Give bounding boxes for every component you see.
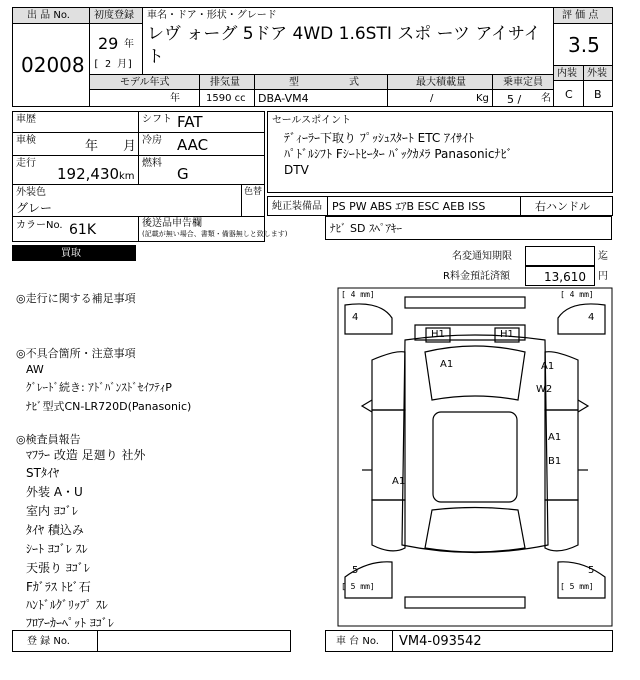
exterior-grade: B xyxy=(594,88,602,101)
registration-number-label: 登 録 No. xyxy=(27,636,70,647)
grade-score: 3.5 xyxy=(568,33,600,57)
lot-number-label: 出 品 No. xyxy=(27,10,70,21)
rear-bumper-shape xyxy=(405,597,525,608)
chassis-number: VM4-093542 xyxy=(399,634,482,649)
equipment-list: PS PW ABS ｴｱB ESC AEB ISS xyxy=(332,200,486,213)
aftermarket-items: ﾅﾋﾞ SD ｽﾍﾟｱｷｰ xyxy=(330,222,402,235)
name-change-deadline-label: 名変通知期限 xyxy=(452,251,512,262)
tire-rear-left: [ 5 mm] xyxy=(341,582,375,591)
inspector-line-9: ﾊﾝﾄﾞﾙｸﾞﾘｯﾌﾟ ｽﾚ xyxy=(26,598,108,612)
ac-value: AAC xyxy=(177,136,209,154)
capacity-label: 乗車定員 xyxy=(503,77,543,88)
rear-right-wheel-shape xyxy=(558,562,605,598)
model-code-label-b: 式 xyxy=(349,77,359,88)
inspector-line-6: ｼｰﾄ ﾖｺﾞﾚ ｽﾚ xyxy=(26,542,88,556)
displacement-label: 排気量 xyxy=(210,77,240,88)
exterior-color-label: 外装色 xyxy=(16,187,46,198)
registration-year: 29 xyxy=(98,34,119,53)
inspector-line-7: 天張り ﾖｺﾞﾚ xyxy=(26,561,90,575)
mark-w2: W2 xyxy=(536,384,553,395)
mark-a1-right-door: A1 xyxy=(548,432,562,443)
tire-left-mid: 4 xyxy=(352,312,359,323)
inspection-label: 車検 xyxy=(16,135,36,146)
defect-line-2: ｸﾞﾚｰﾄﾞ続き: ｱﾄﾞﾊﾞﾝｽﾄﾞｾｲﾌﾃｨP xyxy=(26,381,172,394)
inspector-line-2: STﾀｲﾔ xyxy=(26,466,59,480)
model-year-unit: 年 xyxy=(170,93,180,104)
vehicle-title-continued: ト xyxy=(147,47,164,67)
color-change-label: 色替 xyxy=(244,187,263,197)
interior-grade: C xyxy=(565,88,573,101)
mark-h1-left: H1 xyxy=(431,329,445,340)
body-outline xyxy=(402,335,548,553)
model-code-label-a: 型 xyxy=(289,77,299,88)
handle-side: 右ハンドル xyxy=(535,200,590,213)
tire-rear-right: [ 5 mm] xyxy=(560,582,594,591)
buy-label: 買取 xyxy=(61,248,81,259)
chassis-number-label: 車 台 No. xyxy=(336,636,379,647)
driving-notes-heading: ◎走行に関する補足事項 xyxy=(16,292,136,305)
recycle-fee-label: R料金預託済額 xyxy=(443,271,510,282)
lot-number: 02008 xyxy=(21,53,85,77)
inspector-heading: ◎検査員報告 xyxy=(16,433,81,446)
mark-a1-top-left: A1 xyxy=(440,359,454,370)
defect-line-1: AW xyxy=(26,363,44,376)
tire-front-right: [ 4 mm] xyxy=(560,290,594,299)
model-year-label: モデル年式 xyxy=(120,77,170,88)
inspector-line-5: ﾀｲﾔ 積込み xyxy=(26,523,84,537)
front-bumper-shape xyxy=(405,297,525,308)
roof-shape xyxy=(433,412,517,502)
windshield-shape xyxy=(425,346,525,400)
sales-point-line-3: DTV xyxy=(284,163,309,177)
rear-window-shape xyxy=(425,508,525,553)
mark-a1-top-right: A1 xyxy=(541,361,555,372)
left-front-fender-shape xyxy=(372,352,405,410)
max-load-label: 最大積載量 xyxy=(416,77,466,88)
registration-year-unit: 年 xyxy=(124,39,134,50)
shift-value: FAT xyxy=(177,113,203,131)
first-registration-label: 初度登録 xyxy=(94,10,134,21)
vehicle-title-label: 車名・ドア・形状・グレード xyxy=(147,10,277,21)
color-code-label: カラーNo. xyxy=(16,220,63,231)
mileage-unit: km xyxy=(119,171,135,182)
grade-label: 評 価 点 xyxy=(562,10,599,21)
mark-b1: B1 xyxy=(548,456,562,467)
mileage-label: 走行 xyxy=(16,158,36,169)
vehicle-title: レヴ ォーグ 5ドア 4WD 1.6STI スポ ーツ アイサイ xyxy=(147,24,541,44)
displacement: 1590 cc xyxy=(206,93,246,104)
sales-point-line-2: ﾊﾟﾄﾞﾙｼﾌﾄ Fｼｰﾄﾋｰﾀｰ ﾊﾞｯｸｶﾒﾗ Panasonicﾅﾋﾞ xyxy=(284,147,513,161)
inspector-line-8: Fｶﾞﾗｽ ﾄﾋﾞ石 xyxy=(26,580,91,594)
max-load-unit: Kg xyxy=(476,93,489,104)
inspection-year-unit: 年 xyxy=(85,139,99,154)
defects-heading: ◎不具合箇所・注意事項 xyxy=(16,347,136,360)
tire-front-left: [ 4 mm] xyxy=(341,290,375,299)
equipment-label: 純正装備品 xyxy=(272,201,322,212)
mark-h1-right: H1 xyxy=(500,329,514,340)
registration-month: [ 2 月] xyxy=(93,59,134,70)
history-label: 車歴 xyxy=(16,114,36,125)
diagram-frame xyxy=(338,288,612,626)
sales-point-line-1: ﾃﾞｨｰﾗｰ下取り ﾌﾟｯｼｭｽﾀｰﾄ ETC ｱｲｻｲﾄ xyxy=(284,131,475,145)
fuel-value: G xyxy=(177,165,189,183)
recycle-fee-unit: 円 xyxy=(598,271,608,282)
left-rear-fender-shape xyxy=(372,500,405,551)
exterior-label: 外装 xyxy=(587,68,607,79)
aftermarket-note: (記載が無い場合、書類・備器無しと致します) xyxy=(142,230,288,238)
ac-label: 冷房 xyxy=(142,135,162,146)
name-change-deadline-unit: 迄 xyxy=(598,251,608,262)
aftermarket-label: 後送品申告欄 xyxy=(142,218,202,229)
fuel-label: 燃料 xyxy=(142,158,162,169)
color-code: 61K xyxy=(69,222,96,238)
shift-label: シフト xyxy=(142,114,172,125)
mileage-value: 192,430 xyxy=(57,165,120,183)
defect-line-3: ﾅﾋﾞ型式CN-LR720D(Panasonic) xyxy=(26,400,192,413)
chassis-number-label-cell xyxy=(325,630,393,652)
tire-left-bottom: 5 xyxy=(352,565,359,576)
inspector-line-4: 室内 ﾖｺﾞﾚ xyxy=(26,504,78,518)
inspector-line-1: ﾏﾌﾗｰ 改造 足廻り 社外 xyxy=(26,448,146,462)
right-mirror-shape xyxy=(578,400,588,412)
mark-a1-left-door: A1 xyxy=(392,476,406,487)
capacity: 5 / xyxy=(507,93,522,106)
capacity-unit: 名 xyxy=(541,93,551,104)
tire-right-mid: 4 xyxy=(588,312,595,323)
inspection-month-unit: 月 xyxy=(123,139,137,154)
sales-point-label: セールスポイント xyxy=(272,115,352,126)
registration-number-label-cell xyxy=(12,630,98,652)
exterior-color: グレー xyxy=(16,201,53,215)
registration-number-cell xyxy=(97,630,291,652)
recycle-fee-value: 13,610 xyxy=(544,270,586,284)
chassis-number-cell xyxy=(392,630,613,652)
inspector-line-3: 外装 A・U xyxy=(26,485,83,499)
interior-label: 内装 xyxy=(557,68,577,79)
max-load-value: / xyxy=(430,93,434,104)
right-door-shape xyxy=(545,410,578,500)
left-mirror-shape xyxy=(362,400,372,412)
tire-right-bottom: 5 xyxy=(588,565,595,576)
right-rear-fender-shape xyxy=(545,500,578,551)
front-right-wheel-shape xyxy=(558,304,605,334)
model-code: DBA-VM4 xyxy=(258,92,309,105)
inspector-line-10: ﾌﾛｱｰｶｰﾍﾟｯﾄ ﾖｺﾞﾚ xyxy=(26,616,114,630)
